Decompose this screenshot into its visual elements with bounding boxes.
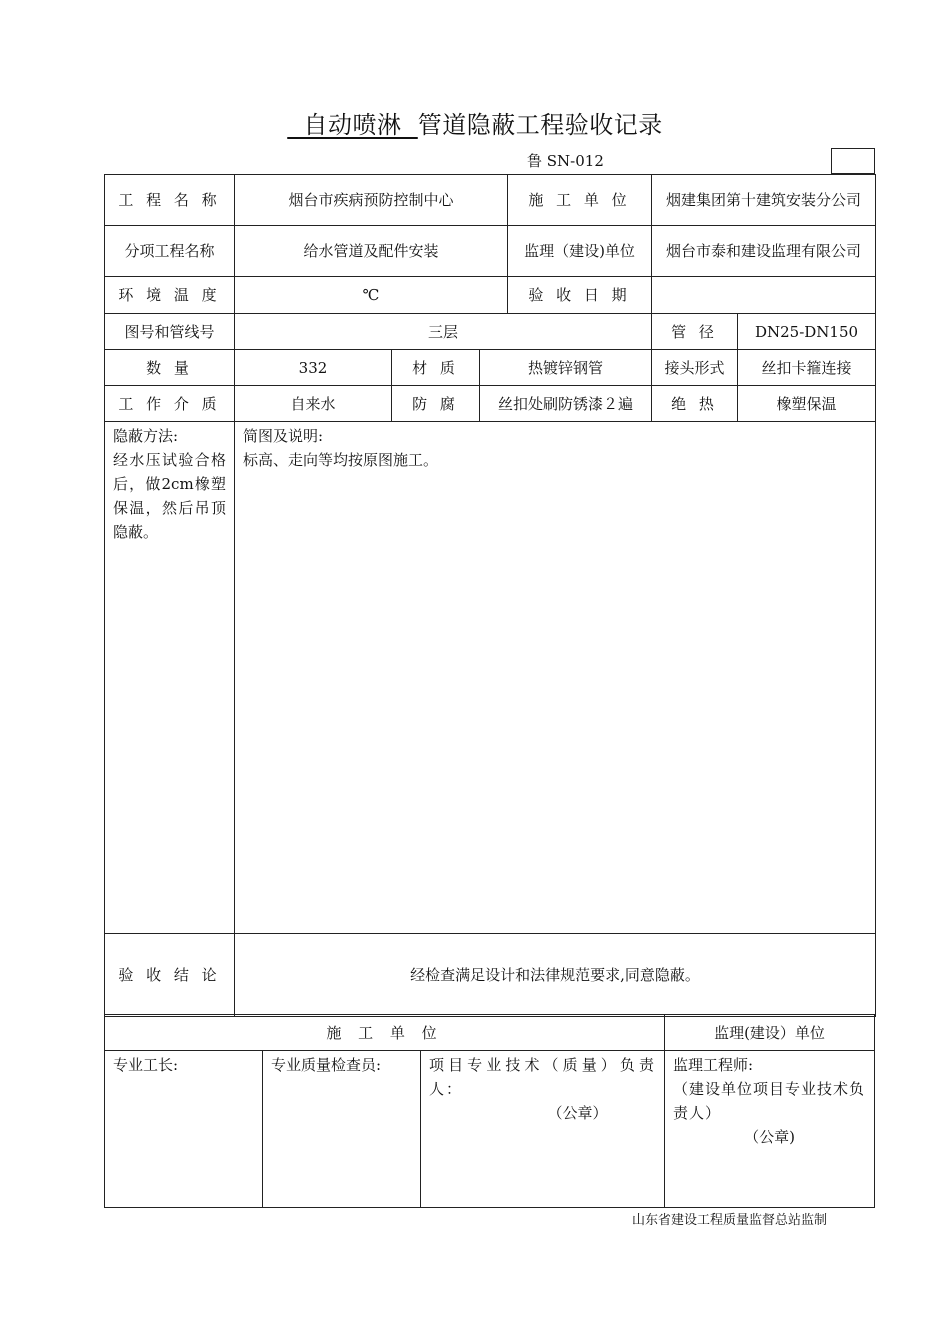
tech-lead-cell	[421, 1051, 665, 1208]
material-label: 材 质	[392, 350, 480, 386]
concealment-method-text: 经水压试验合格后，做2cm橡塑保温，然后吊顶隐蔽。	[113, 451, 226, 541]
form-code: 鲁 SN-012	[527, 152, 604, 170]
supervision-unit-value: 烟台市泰和建设监理有限公司	[652, 226, 876, 277]
supervision-unit-header: 监理(建设）单位	[665, 1015, 875, 1051]
qc-inspector-label: 专业质量检查员:	[271, 1056, 382, 1074]
tech-lead-label: 项目专业技术（质量）负责人：	[429, 1056, 656, 1098]
conclusion-label: 验 收 结 论	[105, 934, 235, 1017]
pipe-dia-value: DN25-DN150	[738, 314, 876, 350]
drawing-value: 三层	[235, 314, 652, 350]
footer-issuer: 山东省建设工程质量监督总站监制	[632, 1213, 828, 1228]
record-number-box	[831, 148, 875, 174]
anticorrosion-value: 丝扣处刷防锈漆２遍	[480, 386, 652, 422]
construction-unit-value: 烟建集团第十建筑安装分公司	[652, 175, 876, 226]
pipe-dia-label: 管 径	[652, 314, 738, 350]
tech-lead-seal: （公章）	[547, 1104, 608, 1122]
engineer-cell	[665, 1051, 875, 1208]
engineer-label: 监理工程师:	[673, 1056, 754, 1074]
construction-unit-label: 施 工 单 位	[508, 175, 652, 226]
material-value: 热镀锌钢管	[480, 350, 652, 386]
title-underlined: 自动喷淋	[303, 111, 402, 139]
medium-value: 自来水	[235, 386, 392, 422]
foreman-label: 专业工长:	[113, 1056, 179, 1074]
joint-value: 丝扣卡箍连接	[738, 350, 876, 386]
accept-date-label: 验 收 日 期	[508, 277, 652, 314]
engineer-note: （建设单位项目专业技术负责人）	[673, 1080, 866, 1122]
qc-inspector-cell	[263, 1051, 421, 1208]
env-temp-label: 环 境 温 度	[105, 277, 235, 314]
foreman-cell	[105, 1051, 263, 1208]
quantity-value: 332	[235, 350, 392, 386]
sketch-text: 标高、走向等均按原图施工。	[243, 451, 439, 469]
medium-label: 工 作 介 质	[105, 386, 235, 422]
document-title	[0, 108, 950, 142]
title-rest: 管道隐蔽工程验收记录	[417, 111, 663, 139]
env-temp-value: ℃	[235, 277, 508, 314]
insulation-value: 橡塑保温	[738, 386, 876, 422]
sketch-label: 简图及说明:	[243, 427, 324, 445]
construction-unit-header: 施 工 单 位	[105, 1015, 665, 1051]
drawing-label: 图号和管线号	[105, 314, 235, 350]
project-name-value: 烟台市疾病预防控制中心	[235, 175, 508, 226]
quantity-label: 数 量	[105, 350, 235, 386]
conclusion-text: 经检查满足设计和法律规范要求,同意隐蔽。	[235, 934, 876, 1017]
accept-date-value	[652, 277, 876, 314]
signature-table	[104, 1014, 875, 1208]
sketch-cell	[235, 422, 876, 934]
supervision-unit-label: 监理（建设)单位	[508, 226, 652, 277]
record-table	[104, 174, 876, 1017]
concealment-method-label: 隐蔽方法:	[113, 427, 179, 445]
project-name-label: 工 程 名 称	[105, 175, 235, 226]
engineer-seal: （公章)	[744, 1128, 795, 1146]
insulation-label: 绝 热	[652, 386, 738, 422]
sub-project-label: 分项工程名称	[105, 226, 235, 277]
anticorrosion-label: 防 腐	[392, 386, 480, 422]
joint-label: 接头形式	[652, 350, 738, 386]
concealment-method-cell	[105, 422, 235, 934]
sub-project-value: 给水管道及配件安装	[235, 226, 508, 277]
